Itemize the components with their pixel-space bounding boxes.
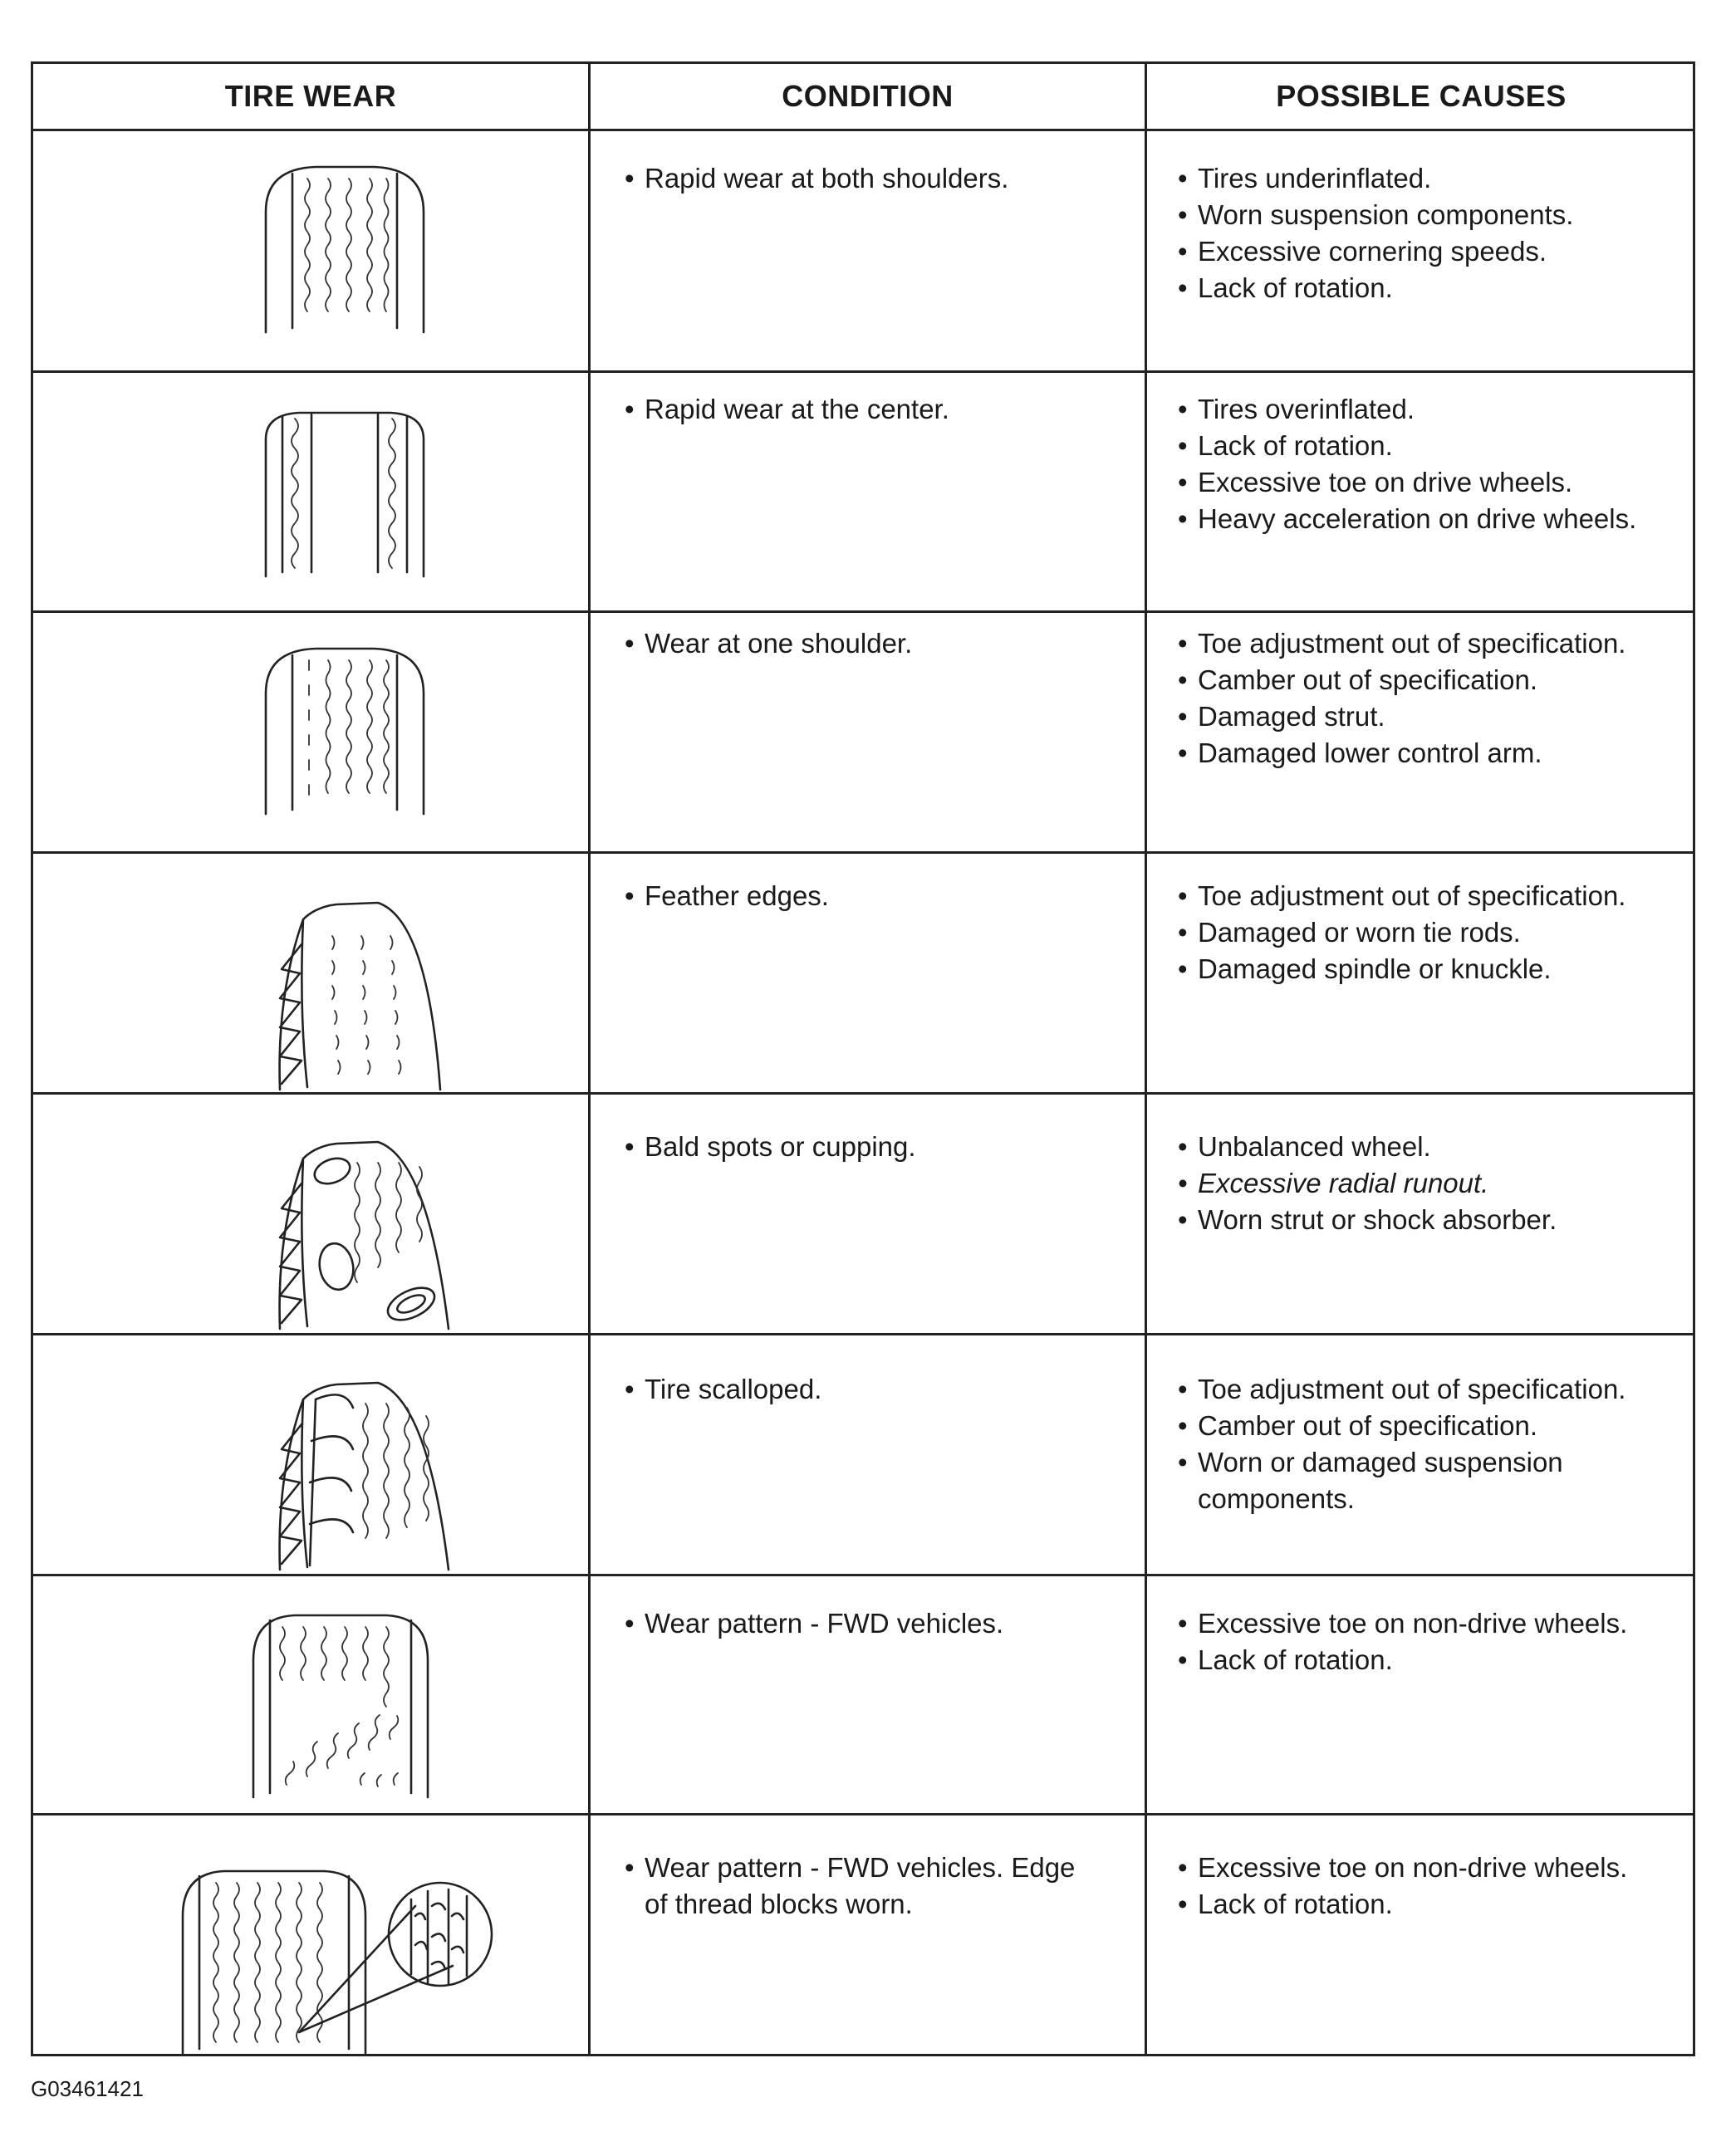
header-possible-causes: POSSIBLE CAUSES <box>1276 79 1567 113</box>
condition-item: • Rapid wear at the center. <box>625 391 949 428</box>
condition-item: • Wear pattern - FWD vehicles. Edge of thread blocks worn. <box>625 1850 1090 1923</box>
causes-cell <box>1178 391 1668 537</box>
cause-item: • Heavy acceleration on drive wheels. <box>1178 501 1668 537</box>
row-divider <box>33 370 1693 373</box>
causes-cell <box>1178 878 1625 987</box>
cause-item: • Damaged strut. <box>1178 698 1625 735</box>
causes-cell <box>1178 1850 1627 1923</box>
condition-cell <box>625 1850 1090 1923</box>
tire-center-wear-icon <box>249 406 440 585</box>
condition-item: • Wear pattern - FWD vehicles. <box>625 1605 1003 1642</box>
row-divider <box>33 610 1693 613</box>
cause-item: • Camber out of specification. <box>1178 1408 1676 1444</box>
tire-one-shoulder-wear-icon <box>249 644 440 822</box>
cause-item: • Excessive toe on drive wheels. <box>1178 464 1668 501</box>
cause-item: • Lack of rotation. <box>1178 428 1668 464</box>
cause-item: • Toe adjustment out of specification. <box>1178 878 1625 914</box>
column-divider <box>1145 64 1147 2054</box>
condition-cell <box>625 1129 916 1165</box>
cause-item: • Tires underinflated. <box>1178 160 1573 197</box>
cause-item: • Camber out of specification. <box>1178 662 1625 698</box>
condition-item: • Rapid wear at both shoulders. <box>625 160 1008 197</box>
figure-code: G03461421 <box>31 2076 144 2101</box>
condition-item: • Feather edges. <box>625 878 829 914</box>
condition-item: • Wear at one shoulder. <box>625 625 912 662</box>
header-condition: CONDITION <box>782 79 954 113</box>
condition-cell <box>625 1605 1003 1642</box>
condition-item: • Bald spots or cupping. <box>625 1129 916 1165</box>
cause-item: • Damaged lower control arm. <box>1178 735 1625 772</box>
tire-scalloped-icon <box>270 1374 469 1578</box>
causes-cell <box>1178 1129 1557 1238</box>
tire-cupping-icon <box>270 1134 469 1337</box>
tire-tread-block-wear-icon <box>166 1866 515 2061</box>
condition-cell <box>625 160 1008 197</box>
tire-shoulder-wear-icon <box>249 162 440 341</box>
cause-item: • Lack of rotation. <box>1178 1642 1627 1678</box>
causes-cell <box>1178 1605 1627 1678</box>
row-divider <box>33 1813 1693 1815</box>
row-divider <box>33 129 1693 131</box>
causes-cell <box>1178 1371 1676 1517</box>
condition-cell <box>625 878 829 914</box>
cause-item: • Lack of rotation. <box>1178 270 1573 306</box>
cause-item: • Lack of rotation. <box>1178 1886 1627 1923</box>
cause-item: • Tires overinflated. <box>1178 391 1668 428</box>
cause-item: • Excessive radial runout. <box>1178 1165 1557 1202</box>
condition-item: • Tire scalloped. <box>625 1371 821 1408</box>
condition-cell <box>625 625 912 662</box>
cause-item: • Worn or damaged suspension components. <box>1178 1444 1676 1517</box>
cause-item: • Toe adjustment out of specification. <box>1178 1371 1676 1408</box>
column-divider <box>588 64 591 2054</box>
row-divider <box>33 851 1693 854</box>
tire-wear-table <box>31 61 1695 2056</box>
tire-diagonal-wear-icon <box>237 1610 444 1806</box>
cause-item: • Damaged spindle or knuckle. <box>1178 951 1625 987</box>
cause-item: • Worn strut or shock absorber. <box>1178 1202 1557 1238</box>
condition-cell <box>625 1371 821 1408</box>
cause-item: • Excessive cornering speeds. <box>1178 233 1573 270</box>
cause-item: • Damaged or worn tie rods. <box>1178 914 1625 951</box>
cause-item: • Unbalanced wheel. <box>1178 1129 1557 1165</box>
header-tire-wear: TIRE WEAR <box>224 79 397 113</box>
cause-item: • Worn suspension components. <box>1178 197 1573 233</box>
tire-feather-edge-icon <box>270 894 461 1098</box>
causes-cell <box>1178 625 1625 772</box>
cause-item: • Excessive toe on non-drive wheels. <box>1178 1605 1627 1642</box>
condition-cell <box>625 391 949 428</box>
cause-item: • Toe adjustment out of specification. <box>1178 625 1625 662</box>
cause-item: • Excessive toe on non-drive wheels. <box>1178 1850 1627 1886</box>
causes-cell <box>1178 160 1573 306</box>
